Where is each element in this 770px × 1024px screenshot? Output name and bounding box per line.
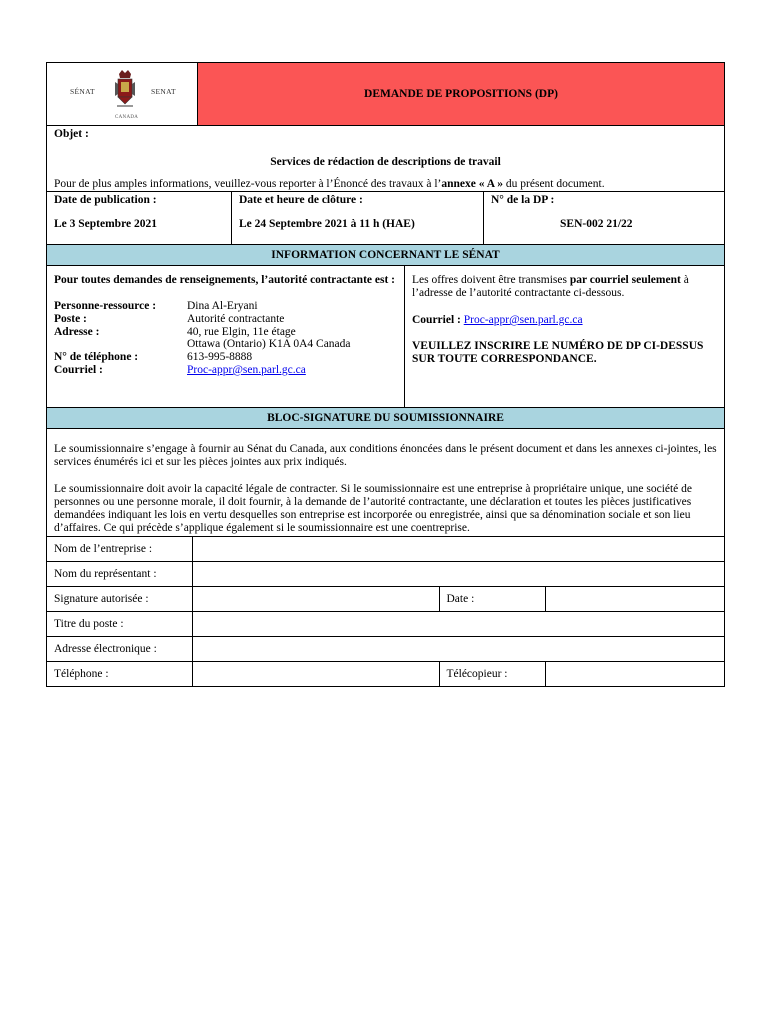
dp-number-cell <box>484 192 724 244</box>
objet-info-text: Pour de plus amples informations, veuillez-vous reporter à l’Énoncé des travaux à l’ <box>54 178 442 190</box>
form-row <box>47 562 724 587</box>
email-label: Adresse électronique : <box>47 637 192 662</box>
contact-row: Courriel : Proc-appr@sen.parl.gc.ca <box>54 363 306 376</box>
contact-row: Adresse : 40, rue Elgin, 11e étage <box>54 325 296 338</box>
fax-label: Télécopieur : <box>439 662 545 687</box>
phone-label: Téléphone : <box>47 662 192 687</box>
senate-crest-icon <box>113 68 137 112</box>
senate-logo <box>47 63 198 125</box>
objet-info-end: du présent document. <box>503 178 605 190</box>
publication-date-cell <box>47 192 232 244</box>
form-row <box>47 637 724 662</box>
signature-band: BLOC-SIGNATURE DU SOUMISSIONNAIRE <box>47 408 724 429</box>
signature-section <box>47 443 724 686</box>
senat-info-section <box>47 266 724 408</box>
submission-email-label: Courriel : <box>412 314 464 326</box>
publication-date-value: Le 3 Septembre 2021 <box>54 218 157 230</box>
email-field[interactable] <box>192 637 724 662</box>
company-label: Nom de l’entreprise : <box>47 537 192 562</box>
closing-date-cell <box>232 192 484 244</box>
signature-form <box>47 536 724 686</box>
logo-text-right: SENAT <box>151 87 176 96</box>
form-row <box>47 537 724 562</box>
submission-email-link[interactable]: Proc-appr@sen.parl.gc.ca <box>463 314 583 326</box>
signature-para-2: Le soumissionnaire doit avoir la capacité légale de contracter. Si le soumissionnaire est une entreprise à propriétaire unique, une société de personnes ou une personne morale, il doit fournir, à la demande de l’autorité contractante, une déclaration et toutes les pièces justificatives demandées indiquant les lois en vertu desquelles son entreprise est incorporée ou enregistrée, ainsi que sa dénomination sociale et son lieu d’affaires. Ce qui précède s’applique également si le soumissionnaire est une coentreprise. <box>54 483 693 534</box>
objet-subject: Services de rédaction de descriptions de travail <box>270 156 501 168</box>
contact-row: Poste : Autorité contractante <box>54 312 285 325</box>
contact-email-link[interactable]: Proc-appr@sen.parl.gc.ca <box>187 363 306 376</box>
objet-section <box>47 126 724 191</box>
closing-date-value: Le 24 Septembre 2021 à 11 h (HAE) <box>239 218 415 230</box>
offers-text: Les offres doivent être transmises par courriel seulement à l’adresse de l’autorité contractante ci-dessous. <box>412 274 689 299</box>
form-row <box>47 612 724 637</box>
date-label: Date : <box>439 587 545 612</box>
signature-field[interactable] <box>192 587 439 612</box>
senat-info-band: INFORMATION CONCERNANT LE SÉNAT <box>47 245 724 266</box>
job-title-label: Titre du poste : <box>47 612 192 637</box>
annex-reference: annexe « A » <box>441 178 504 190</box>
fax-field[interactable] <box>545 662 724 687</box>
signature-para-1: Le soumissionnaire s’engage à fournir au Sénat du Canada, aux conditions énoncées dans le présent document et dans les annexes ci-jointes, les services énumérés ici et sur les pièces jointes aux prix indiqués. <box>54 443 717 468</box>
document-header <box>47 63 724 126</box>
phone-field[interactable] <box>192 662 439 687</box>
date-field[interactable] <box>545 587 724 612</box>
submission-email <box>412 314 717 326</box>
publication-date-label: Date de publication : <box>54 194 157 206</box>
company-field[interactable] <box>192 537 724 562</box>
closing-date-label: Date et heure de clôture : <box>239 194 363 206</box>
document-title: DEMANDE DE PROPOSITIONS (DP) <box>198 63 724 125</box>
signature-label: Signature autorisée : <box>47 587 192 612</box>
job-title-field[interactable] <box>192 612 724 637</box>
contact-row: Personne-ressource : Dina Al-Eryani <box>54 300 258 312</box>
contact-intro: Pour toutes demandes de renseignements, l’autorité contractante est : <box>54 274 396 286</box>
logo-text-left: SÉNAT <box>70 87 95 96</box>
logo-text-bottom: CANADA <box>115 115 139 120</box>
representative-field[interactable] <box>192 562 724 587</box>
contact-row: Ottawa (Ontario) K1A 0A4 Canada <box>187 338 351 351</box>
rfp-document <box>46 62 725 687</box>
dp-number-label: N° de la DP : <box>491 194 555 206</box>
form-row <box>47 662 724 687</box>
dates-row <box>47 191 724 245</box>
dp-notice: VEUILLEZ INSCRIRE LE NUMÉRO DE DP CI-DESSUS SUR TOUTE CORRESPONDANCE. <box>412 340 704 365</box>
contact-row: N° de téléphone : 613-995-8888 <box>54 351 253 364</box>
submission-block <box>405 266 724 407</box>
form-row <box>47 587 724 612</box>
objet-label: Objet : <box>54 128 89 140</box>
representative-label: Nom du représentant : <box>47 562 192 587</box>
contact-block <box>47 266 405 407</box>
dp-number-value: SEN-002 21/22 <box>560 218 633 230</box>
objet-info <box>47 168 724 191</box>
